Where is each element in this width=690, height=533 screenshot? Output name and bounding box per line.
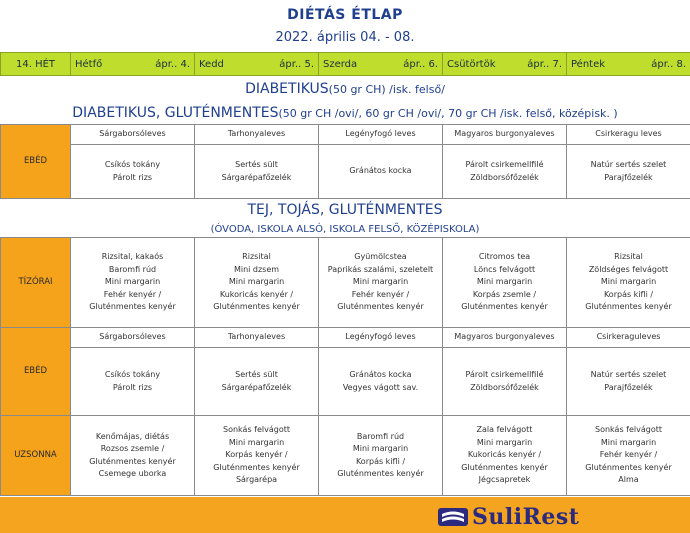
- afternoon-cell: [195, 416, 319, 496]
- menu-item-line: Parajfőzelék: [604, 172, 653, 182]
- soup-cell: Legényfogó leves: [319, 125, 443, 145]
- meal-label-lunch: EBÉD: [1, 328, 71, 416]
- snack-cell: [195, 238, 319, 328]
- afternoon-cell: [71, 416, 195, 496]
- menu-item-line: Baromfi rúd: [356, 431, 405, 441]
- menu-item-line: Parajfőzelék: [604, 382, 653, 392]
- main-cell: [567, 348, 690, 416]
- soup-cell: Csirkeraguleves: [567, 328, 690, 348]
- menu-item-line: Mini margarin: [600, 277, 657, 287]
- menu-item-line: Mini margarin: [228, 437, 285, 447]
- meal-label-snack: TÍZÓRAI: [1, 238, 71, 328]
- day-header-wednesday: [319, 53, 443, 76]
- menu-item-line: Mini margarin: [352, 277, 409, 287]
- menu-item-line: Csíkós tokány: [104, 160, 161, 169]
- day-name: Szerda: [323, 58, 358, 70]
- section-detail: (50 gr CH) /isk. felső/: [328, 82, 445, 96]
- afternoon-cell: [319, 416, 443, 496]
- day-date: ápr.. 6.: [403, 58, 438, 70]
- day-date: ápr.. 5.: [279, 58, 314, 70]
- menu-item-line: Vegyes vágott sav.: [342, 382, 419, 392]
- day-name: Kedd: [199, 58, 224, 70]
- main-cell: [71, 348, 195, 416]
- menu-item-line: Mini margarin: [476, 277, 533, 287]
- menu-item-line: Citromos tea: [478, 252, 531, 262]
- main-cell: [195, 145, 319, 199]
- snack-cell: [443, 238, 567, 328]
- menu-item-line: Gluténmentes kenyér: [89, 302, 176, 312]
- menu-item-line: Fehér kenyér /: [103, 289, 162, 299]
- soup-cell: Sárgaborsóleves: [71, 125, 195, 145]
- week-header-row: [0, 52, 690, 76]
- main-cell: [71, 145, 195, 199]
- menu-item-line: Korpás kenyér /: [225, 450, 288, 460]
- menu-item-line: Korpás kifli /: [603, 289, 654, 299]
- menu-item-line: Mini margarin: [600, 437, 657, 447]
- milk-egg-gluten-free-table: [0, 237, 690, 496]
- menu-item-line: Löncs felvágott: [473, 264, 536, 274]
- main-cell: [443, 348, 567, 416]
- soup-cell: Magyaros burgonyaleves: [443, 328, 567, 348]
- snack-cell: [319, 238, 443, 328]
- menu-item-line: Rizsital: [242, 252, 271, 262]
- afternoon-cell: [567, 416, 690, 496]
- meal-label-lunch: EBÉD: [1, 125, 71, 199]
- menu-item-line: Párolt csirkemellfilé: [465, 370, 544, 379]
- main-cell: [195, 348, 319, 416]
- menu-item-line: Mini dzsem: [233, 264, 280, 274]
- day-date: ápr.. 8.: [651, 58, 686, 70]
- section-milk-egg-gluten-free-heading: TEJ, TOJÁS, GLUTÉNMENTES: [247, 202, 443, 218]
- snack-cell: [71, 238, 195, 328]
- logo-text: SuliRest: [472, 504, 580, 530]
- day-header-tuesday: [195, 53, 319, 76]
- menu-item-line: Párolt rizs: [112, 172, 153, 182]
- menu-item-line: Sárgarépafőzelék: [221, 382, 292, 392]
- menu-item-line: Kukoricás kenyér /: [467, 450, 542, 460]
- section-diabetic-gluten-free-heading: [0, 102, 690, 124]
- diabetic-lunch-table: [0, 124, 690, 199]
- menu-item-line: Párolt csirkemellfilé: [465, 160, 544, 169]
- day-date: ápr.. 7.: [527, 58, 562, 70]
- menu-item-line: Jégcsapretek: [478, 475, 531, 485]
- menu-item-line: Zöldséges felvágott: [588, 264, 669, 274]
- menu-item-line: Rizsital: [614, 252, 643, 262]
- day-header-thursday: [443, 53, 567, 76]
- menu-item-line: Gluténmentes kenyér: [337, 302, 424, 312]
- main-cell: [319, 348, 443, 416]
- menu-item-line: Gluténmentes kenyér: [461, 302, 548, 312]
- menu-item-line: Csemege uborka: [98, 469, 167, 478]
- menu-item-line: Gluténmentes kenyér: [213, 462, 300, 472]
- menu-item-line: Csíkós tokány: [104, 370, 161, 379]
- menu-item-line: Gluténmentes kenyér: [337, 469, 424, 478]
- menu-item-line: Sertés sült: [235, 370, 278, 379]
- menu-item-line: Sonkás felvágott: [595, 425, 662, 435]
- section-title: DIABETIKUS, GLUTÉNMENTES: [72, 105, 279, 121]
- menu-item-line: Mini margarin: [104, 277, 161, 287]
- day-name: Péntek: [571, 58, 606, 70]
- menu-item-line: Zöldborsófőzelék: [470, 172, 539, 182]
- menu-item-line: Sárgarépafőzelék: [221, 172, 292, 182]
- menu-item-line: Gluténmentes kenyér: [585, 302, 672, 312]
- menu-item-line: Kenőmájas, diétás: [95, 431, 170, 441]
- menu-item-line: Baromfi rúd: [108, 264, 157, 274]
- afternoon-cell: [443, 416, 567, 496]
- day-date: ápr.. 4.: [155, 58, 190, 70]
- menu-item-line: Korpás kifli /: [355, 456, 406, 466]
- menu-item-line: Mini margarin: [476, 437, 533, 447]
- menu-item-line: Gluténmentes kenyér: [461, 462, 548, 472]
- menu-item-line: Paprikás szalámi, szeletelt: [327, 264, 434, 274]
- snack-cell: [567, 238, 690, 328]
- soup-cell: Legényfogó leves: [319, 328, 443, 348]
- section-detail: (50 gr CH /ovi/, 60 gr CH /ovi/, 70 gr CH /isk. felső, középisk. ): [278, 106, 618, 120]
- day-name: Hétfő: [75, 58, 103, 70]
- sulirest-logo: [438, 503, 678, 531]
- sulirest-logo-mark-icon: [438, 505, 468, 529]
- soup-cell: Csirkeragu leves: [567, 125, 690, 145]
- day-header-friday: [567, 53, 690, 76]
- menu-item-line: Natúr sertés szelet: [590, 160, 667, 169]
- menu-item-line: Gluténmentes kenyér: [89, 456, 176, 466]
- menu-item-line: Gluténmentes kenyér: [213, 302, 300, 312]
- day-header-monday: [71, 53, 195, 76]
- soup-cell: Tarhonyaleves: [195, 328, 319, 348]
- menu-item-line: Gránátos kocka: [349, 166, 412, 176]
- menu-item-line: Gluténmentes kenyér: [585, 462, 672, 472]
- menu-item-line: Rizsital, kakaós: [101, 252, 164, 262]
- page-title: DIÉTÁS ÉTLAP: [287, 7, 403, 23]
- menu-item-line: Kukoricás kenyér /: [219, 289, 294, 299]
- day-name: Csütörtök: [447, 58, 496, 70]
- section-diabetic-heading: [0, 77, 690, 101]
- menu-item-line: Zala felvágott: [476, 425, 533, 435]
- week-number: 14. HÉT: [1, 53, 71, 76]
- menu-item-line: Párolt rizs: [112, 382, 153, 392]
- menu-item-line: Rozsos zsemle /: [100, 444, 165, 453]
- menu-item-line: Fehér kenyér /: [351, 289, 410, 299]
- date-range: 2022. április 04. - 08.: [275, 29, 415, 45]
- menu-item-line: Sertés sült: [235, 160, 278, 169]
- menu-item-line: Alma: [618, 475, 639, 485]
- main-cell: [567, 145, 690, 199]
- soup-cell: Tarhonyaleves: [195, 125, 319, 145]
- menu-item-line: Zöldborsófőzelék: [470, 382, 539, 392]
- section-subtitle: (ÓVODA, ISKOLA ALSÓ, ISKOLA FELSŐ, KÖZÉPISKOLA): [210, 223, 480, 235]
- menu-item-line: Mini margarin: [228, 277, 285, 287]
- meal-label-afternoon-snack: UZSONNA: [1, 416, 71, 496]
- section-title: DIABETIKUS: [245, 81, 329, 97]
- menu-item-line: Fehér kenyér /: [599, 450, 658, 460]
- menu-item-line: Korpás zsemle /: [472, 289, 537, 299]
- menu-item-line: Gyümölcstea: [354, 252, 407, 262]
- soup-cell: Sárgaborsóleves: [71, 328, 195, 348]
- menu-item-line: Sárgarépa: [235, 475, 278, 485]
- main-cell: [443, 145, 567, 199]
- soup-cell: Magyaros burgonyaleves: [443, 125, 567, 145]
- menu-item-line: Sonkás felvágott: [223, 425, 290, 435]
- menu-item-line: Gránátos kocka: [349, 370, 412, 379]
- main-cell: [319, 145, 443, 199]
- menu-item-line: Natúr sertés szelet: [590, 370, 667, 379]
- menu-item-line: Mini margarin: [352, 444, 409, 453]
